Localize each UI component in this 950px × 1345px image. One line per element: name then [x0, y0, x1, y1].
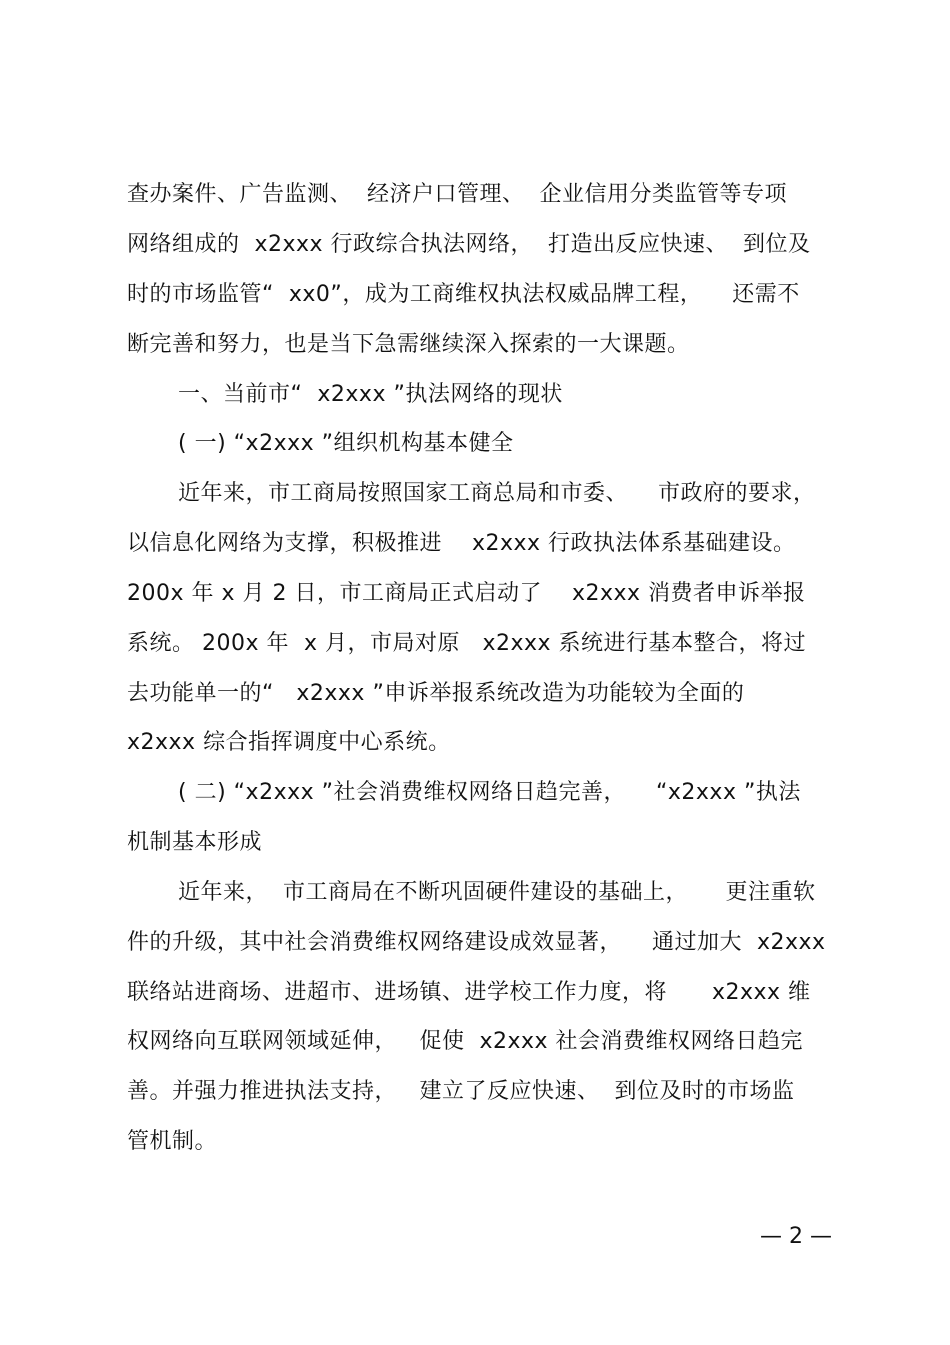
subsection-heading: ( 一) “x2xxx ”组织机构基本健全: [178, 431, 514, 456]
body-text-line: 近年来，市工商局按照国家工商总局和市委、 市政府的要求，: [178, 481, 816, 506]
body-text-line: 查办案件、广告监测、 经济户口管理、 企业信用分类监管等专项: [127, 182, 787, 207]
body-text-line: 权网络向互联网领域延伸， 促使 x2xxx 社会消费维权网络日趋完: [127, 1029, 804, 1054]
body-text-line: 时的市场监管“ xx0”，成为工商维权执法权威品牌工程， 还需不: [127, 282, 800, 307]
page-number: — 2 —: [760, 1224, 832, 1249]
body-text-line: 去功能单一的“ x2xxx ”申诉举报系统改造为功能较为全面的: [127, 681, 745, 706]
body-text-line: 系统。 200x 年 x 月，市局对原 x2xxx 系统进行基本整合，将过: [127, 631, 807, 656]
body-text-line: 善。并强力推进执法支持， 建立了反应快速、 到位及时的市场监: [127, 1079, 795, 1104]
body-text-line: 管机制。: [127, 1129, 218, 1154]
subsection-heading: ( 二) “x2xxx ”社会消费维权网络日趋完善， “x2xxx ”执法: [178, 780, 801, 805]
subsection-heading-continued: 机制基本形成: [127, 830, 263, 855]
body-text-line: 200x 年 x 月 2 日，市工商局正式启动了 x2xxx 消费者申诉举报: [127, 581, 806, 606]
body-text-line: 件的升级，其中社会消费维权网络建设成效显著， 通过加大 x2xxx: [127, 930, 826, 955]
body-text-line: 以信息化网络为支撑，积极推进 x2xxx 行政执法体系基础建设。: [127, 531, 796, 556]
body-text-line: 断完善和努力，也是当下急需继续深入探索的一大课题。: [127, 332, 690, 357]
body-text-line: 近年来， 市工商局在不断巩固硬件建设的基础上， 更注重软: [178, 880, 816, 905]
body-text-line: 联络站进商场、进超市、进场镇、进学校工作力度，将 x2xxx 维: [127, 980, 811, 1005]
body-text-line: 网络组成的 x2xxx 行政综合执法网络， 打造出反应快速、 到位及: [127, 232, 811, 257]
body-text-line: x2xxx 综合指挥调度中心系统。: [127, 730, 451, 755]
section-heading: 一、当前市“ x2xxx ”执法网络的现状: [178, 382, 563, 407]
